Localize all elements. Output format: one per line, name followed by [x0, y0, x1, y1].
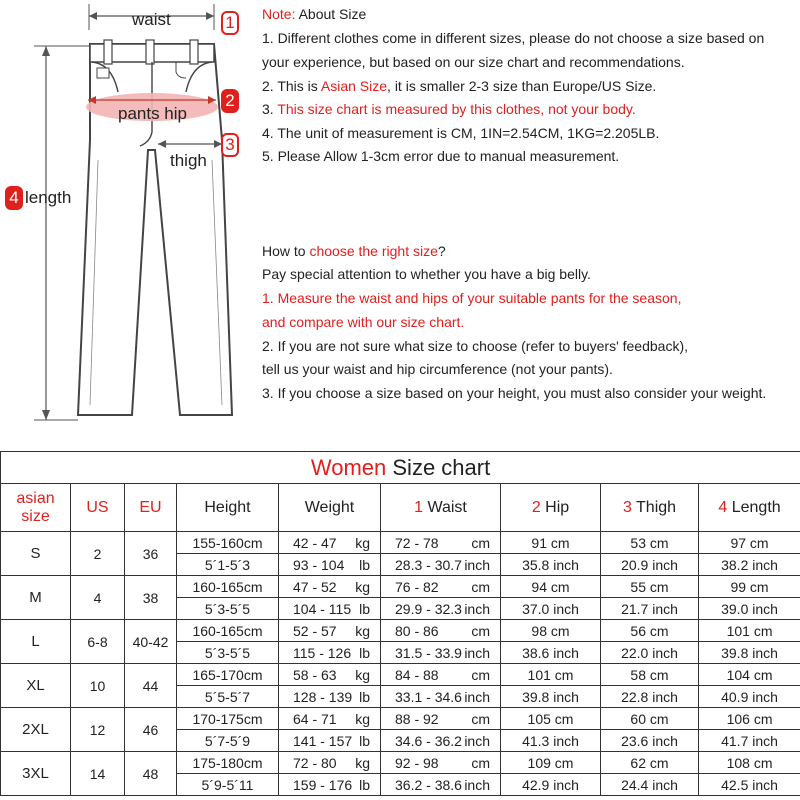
hip-inch-cell: 37.0 inch: [501, 598, 601, 620]
eu-cell: 40-42: [125, 620, 177, 664]
col-thigh: 3 Thigh: [601, 484, 699, 532]
hip-inch-cell: 42.9 inch: [501, 774, 601, 796]
note-line-1b: your experience, but based on our size chart and recommendations.: [262, 54, 685, 70]
weight-kg-cell: 47 - 52 kg: [279, 576, 381, 598]
length-cm-cell: 106 cm: [699, 708, 800, 730]
waist-cm-cell: 92 - 98 cm: [381, 752, 501, 774]
thigh-inch-cell: 22.8 inch: [601, 686, 699, 708]
size-table: [0, 451, 800, 796]
waist-cm-cell: 80 - 86 cm: [381, 620, 501, 642]
hip-cm-cell: 91 cm: [501, 532, 601, 554]
hip-inch-cell: 39.8 inch: [501, 686, 601, 708]
size-cell: S: [1, 532, 71, 576]
howto-line-6: 3. If you choose a size based on your height, you must also consider your weight.: [262, 385, 767, 401]
hip-inch-cell: 35.8 inch: [501, 554, 601, 576]
col-height: Height: [177, 484, 279, 532]
col-hip: 2 Hip: [501, 484, 601, 532]
col-us: US: [71, 484, 125, 532]
waist-inch-cell: 36.2 - 38.6 inch: [381, 774, 501, 796]
us-cell: 4: [71, 576, 125, 620]
hip-cm-cell: 94 cm: [501, 576, 601, 598]
hip-cm-cell: 101 cm: [501, 664, 601, 686]
us-cell: 14: [71, 752, 125, 796]
table-row: [1, 664, 800, 686]
size-chart: [0, 451, 800, 796]
badge-1: 1: [221, 11, 239, 35]
weight-lb-cell: 141 - 157 lb: [279, 730, 381, 752]
table-row: [1, 532, 800, 554]
length-inch-cell: 41.7 inch: [699, 730, 800, 752]
weight-kg-cell: 42 - 47 kg: [279, 532, 381, 554]
height-cm-cell: 165-170cm: [177, 664, 279, 686]
eu-cell: 46: [125, 708, 177, 752]
note-title: Note: About Size: [262, 6, 367, 22]
weight-kg-cell: 58 - 63 kg: [279, 664, 381, 686]
height-cm-cell: 170-175cm: [177, 708, 279, 730]
thigh-inch-cell: 21.7 inch: [601, 598, 699, 620]
howto-line-3: and compare with our size chart.: [262, 314, 465, 330]
table-title: Women Size chart: [1, 452, 800, 484]
height-ft-cell: 5´3-5´5: [177, 642, 279, 664]
hip-cm-cell: 105 cm: [501, 708, 601, 730]
length-cm-cell: 97 cm: [699, 532, 800, 554]
note-line-1: 1. Different clothes come in different sizes, please do not choose a size based on: [262, 30, 765, 46]
table-header-row: [1, 484, 800, 532]
eu-cell: 44: [125, 664, 177, 708]
thigh-inch-cell: 22.0 inch: [601, 642, 699, 664]
length-cm-cell: 108 cm: [699, 752, 800, 774]
weight-lb-cell: 159 - 176 lb: [279, 774, 381, 796]
weight-kg-cell: 72 - 80 kg: [279, 752, 381, 774]
height-ft-cell: 5´1-5´3: [177, 554, 279, 576]
col-waist: 1 Waist: [381, 484, 501, 532]
weight-kg-cell: 52 - 57 kg: [279, 620, 381, 642]
pants-diagram: [0, 0, 260, 432]
waist-cm-cell: 84 - 88 cm: [381, 664, 501, 686]
weight-kg-cell: 64 - 71 kg: [279, 708, 381, 730]
thigh-cm-cell: 55 cm: [601, 576, 699, 598]
howto-line-2: 1. Measure the waist and hips of your suitable pants for the season,: [262, 290, 682, 306]
badge-3: 3: [221, 133, 239, 157]
height-ft-cell: 5´7-5´9: [177, 730, 279, 752]
length-inch-cell: 39.0 inch: [699, 598, 800, 620]
thigh-cm-cell: 62 cm: [601, 752, 699, 774]
length-inch-cell: 39.8 inch: [699, 642, 800, 664]
height-cm-cell: 160-165cm: [177, 620, 279, 642]
length-cm-cell: 99 cm: [699, 576, 800, 598]
waist-inch-cell: 31.5 - 33.9 inch: [381, 642, 501, 664]
col-asian-size: asian size: [1, 484, 71, 532]
waist-cm-cell: 88 - 92 cm: [381, 708, 501, 730]
weight-lb-cell: 115 - 126 lb: [279, 642, 381, 664]
length-cm-cell: 104 cm: [699, 664, 800, 686]
howto-line-4: 2. If you are not sure what size to choose (refer to buyers' feedback),: [262, 338, 689, 354]
thigh-inch-cell: 20.9 inch: [601, 554, 699, 576]
note-line-5: 5. Please Allow 1-3cm error due to manual measurement.: [262, 148, 620, 164]
weight-lb-cell: 104 - 115 lb: [279, 598, 381, 620]
thigh-cm-cell: 56 cm: [601, 620, 699, 642]
weight-lb-cell: 93 - 104 lb: [279, 554, 381, 576]
waist-inch-cell: 34.6 - 36.2 inch: [381, 730, 501, 752]
thigh-cm-cell: 53 cm: [601, 532, 699, 554]
waist-label: waist: [132, 10, 171, 29]
hip-cm-cell: 109 cm: [501, 752, 601, 774]
col-eu: EU: [125, 484, 177, 532]
height-ft-cell: 5´9-5´11: [177, 774, 279, 796]
table-row: [1, 620, 800, 642]
thigh-inch-cell: 24.4 inch: [601, 774, 699, 796]
length-inch-cell: 42.5 inch: [699, 774, 800, 796]
size-cell: L: [1, 620, 71, 664]
waist-cm-cell: 72 - 78 cm: [381, 532, 501, 554]
waist-inch-cell: 33.1 - 34.6 inch: [381, 686, 501, 708]
badge-4: 4: [5, 186, 23, 210]
length-inch-cell: 38.2 inch: [699, 554, 800, 576]
eu-cell: 36: [125, 532, 177, 576]
waist-inch-cell: 29.9 - 32.3 inch: [381, 598, 501, 620]
height-ft-cell: 5´5-5´7: [177, 686, 279, 708]
us-cell: 2: [71, 532, 125, 576]
table-row: [1, 576, 800, 598]
hip-cm-cell: 98 cm: [501, 620, 601, 642]
thigh-label: thigh: [170, 151, 207, 170]
eu-cell: 38: [125, 576, 177, 620]
size-cell: XL: [1, 664, 71, 708]
waist-cm-cell: 76 - 82 cm: [381, 576, 501, 598]
eu-cell: 48: [125, 752, 177, 796]
thigh-cm-cell: 58 cm: [601, 664, 699, 686]
note-line-2: 2. This is Asian Size, it is smaller 2-3 size than Europe/US Size.: [262, 78, 657, 94]
size-cell: M: [1, 576, 71, 620]
howto-question: How to choose the right size?: [262, 243, 446, 259]
note-line-3: 3. This size chart is measured by this clothes, not your body.: [262, 101, 636, 117]
height-cm-cell: 160-165cm: [177, 576, 279, 598]
us-cell: 6-8: [71, 620, 125, 664]
us-cell: 12: [71, 708, 125, 752]
howto-line-1: Pay special attention to whether you have a big belly.: [262, 266, 591, 282]
table-row: [1, 708, 800, 730]
size-cell: 2XL: [1, 708, 71, 752]
thigh-cm-cell: 60 cm: [601, 708, 699, 730]
thigh-inch-cell: 23.6 inch: [601, 730, 699, 752]
hip-label: pants hip: [118, 104, 187, 123]
height-cm-cell: 155-160cm: [177, 532, 279, 554]
table-row: [1, 752, 800, 774]
height-ft-cell: 5´3-5´5: [177, 598, 279, 620]
length-inch-cell: 40.9 inch: [699, 686, 800, 708]
weight-lb-cell: 128 - 139 lb: [279, 686, 381, 708]
howto-line-5: tell us your waist and hip circumference (not your pants).: [262, 361, 613, 377]
length-label: length: [25, 188, 72, 207]
hip-inch-cell: 41.3 inch: [501, 730, 601, 752]
badge-2: 2: [221, 89, 239, 113]
height-cm-cell: 175-180cm: [177, 752, 279, 774]
waist-inch-cell: 28.3 - 30.7 inch: [381, 554, 501, 576]
col-length: 4 Length: [699, 484, 800, 532]
size-cell: 3XL: [1, 752, 71, 796]
col-weight: Weight: [279, 484, 381, 532]
hip-inch-cell: 38.6 inch: [501, 642, 601, 664]
note-line-4: 4. The unit of measurement is CM, 1IN=2.54CM, 1KG=2.205LB.: [262, 125, 660, 141]
length-cm-cell: 101 cm: [699, 620, 800, 642]
us-cell: 10: [71, 664, 125, 708]
